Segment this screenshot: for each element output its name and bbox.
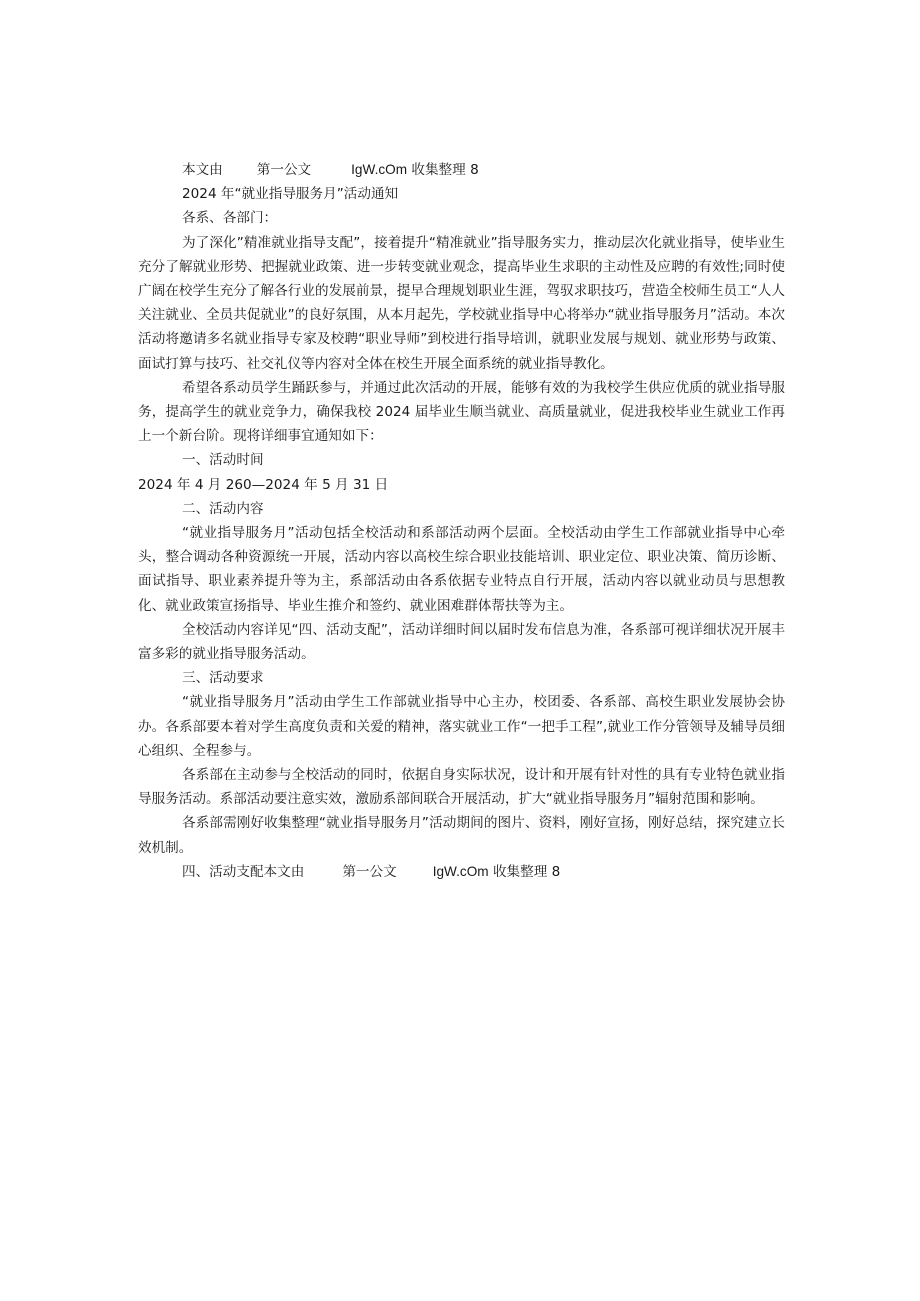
section-heading-time: 一、活动时间 (182, 452, 264, 469)
document-page (138, 158, 785, 884)
arrangement-source-suffix: 收集整理 8 (492, 863, 561, 880)
arrangement-source-name: 第一公文 (342, 863, 397, 880)
section-heading-arrangement (138, 860, 785, 884)
source-line (138, 158, 785, 182)
requirements-paragraph-1: “就业指导服务月”活动由学生工作部就业指导中心主办，校团委、各系部、高校生职业发展协会协办。各系部要本着对学生高度负责和关爱的精神，落实就业工作“一把手工程”,就业工作分管领导及辅导员细心组织、全程参与。 (138, 694, 785, 759)
intro-paragraph-2: 希望各系动员学生踊跃参与，并通过此次活动的开展，能够有效的为我校学生供应优质的就业指导服务，提高学生的就业竞争力，确保我校 2024 届毕业生顺当就业、高质量就业，促进我校毕业生就业工作再上一个新台阶。现将详细事宜通知如下： (138, 379, 785, 445)
source-suffix: 收集整理 8 (411, 162, 479, 178)
document-title: 2024 年“就业指导服务月”活动通知 (182, 186, 399, 203)
source-name: 第一公文 (256, 162, 312, 178)
arrangement-source-site: IgW.cOm (432, 863, 489, 879)
requirements-paragraph-3: 各系部需刚好收集整理“就业指导服务月”活动期间的图片、资料，刚好宣扬，刚好总结，探究建立长效机制。 (138, 815, 785, 856)
content-paragraph-2: 全校活动内容详见“四、活动支配”，活动详细时间以届时发布信息为准，各系部可视详细状况开展丰富多彩的就业指导服务活动。 (138, 621, 785, 663)
section-heading-content: 二、活动内容 (182, 500, 264, 517)
intro-paragraph-1: 为了深化”精准就业指导支配”，接着提升“精准就业”指导服务实力，推动层次化就业指导，使毕业生充分了解就业形势、把握就业政策、进一步转变就业观念，提高毕业生求职的主动性及应聘的有效性;同时使广阔在校学生充分了解各行业的发展前景，提早合理规划职业生涯，驾驭求职技巧，营造全校师生员工“人人关注就业、全员共促就业”的良好氛围，从本月起先，学校就业指导中心将举办“就业指导服务月”活动。本次活动将邀请多名就业指导专家及校聘“职业导师”到校进行指导培训，就职业发展与规划、就业形势与政策、面试打算与技巧、社交礼仪等内容对全体在校生开展全面系统的就业指导教化。 (138, 234, 785, 372)
source-prefix: 本文由 (182, 162, 223, 178)
source-site: IgW.cOm (351, 162, 408, 177)
arrangement-heading-text: 四、活动支配本文由 (182, 863, 305, 880)
activity-dates: 2024 年 4 月 260—2024 年 5 月 31 日 (138, 476, 389, 493)
requirements-paragraph-2: 各系部在主动参与全校活动的同时，依据自身实际状况，设计和开展有针对性的具有专业特色就业指导服务活动。系部活动要注意实效，激励系部间联合开展活动，扩大“就业指导服务月”辐射范围和影响。 (138, 767, 785, 808)
section-heading-requirements: 三、活动要求 (182, 670, 264, 687)
salutation: 各系、各部门： (182, 210, 278, 227)
content-paragraph-1: “就业指导服务月”活动包括全校活动和系部活动两个层面。全校活动由学生工作部就业指导中心牵头，整合调动各种资源统一开展，活动内容以高校生综合职业技能培训、职业定位、职业决策、简历诊断、面试指导、职业素养提升等为主，系部活动由各系依据专业特点自行开展，活动内容以就业动员与思想教化、就业政策宣扬指导、毕业生推介和签约、就业困难群体帮扶等为主。 (138, 525, 785, 614)
